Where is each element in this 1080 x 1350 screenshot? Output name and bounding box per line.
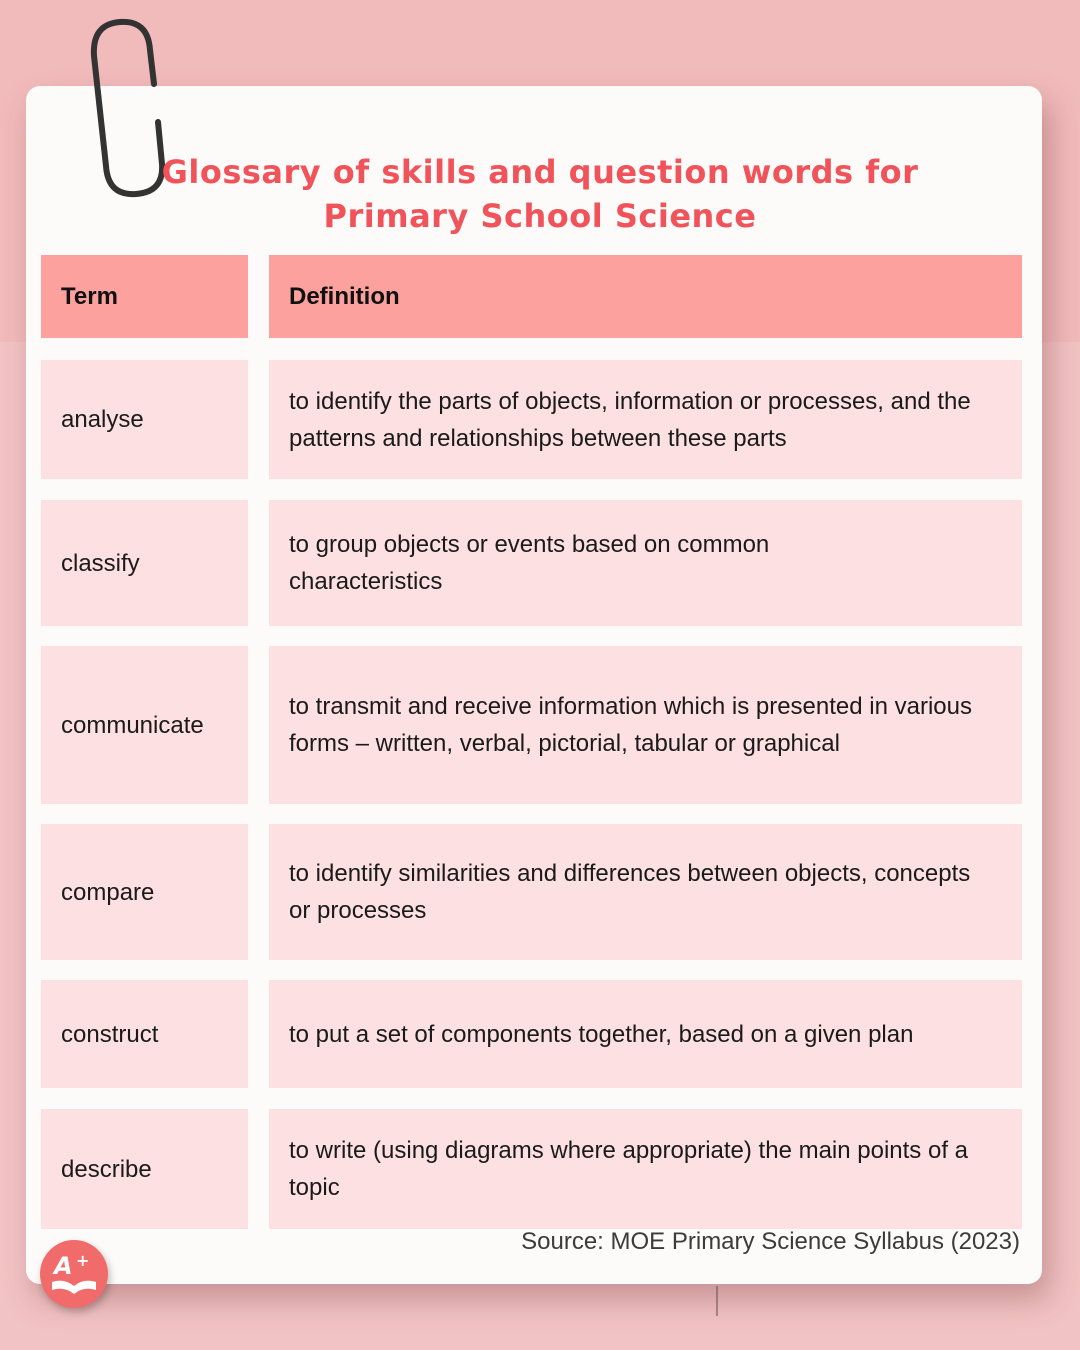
svg-text:A: A	[54, 1252, 73, 1280]
svg-text:+: +	[76, 1251, 90, 1270]
term-cell: construct	[41, 980, 248, 1088]
term-cell: describe	[41, 1109, 248, 1229]
header-term: Term	[41, 255, 248, 338]
term-cell: classify	[41, 500, 248, 626]
definition-cell: to put a set of components together, based on a given plan	[269, 980, 1022, 1088]
a-plus-book-icon	[40, 1240, 108, 1308]
definition-cell: to write (using diagrams where appropriate) the main points of a topic	[269, 1109, 1022, 1229]
title-line-2: Primary School Science	[323, 197, 757, 235]
definition-cell: to identify the parts of objects, information or processes, and the patterns and relationships between these parts	[269, 360, 1022, 479]
card-stand	[716, 1286, 718, 1316]
term-cell: compare	[41, 824, 248, 960]
term-cell: analyse	[41, 360, 248, 479]
source-citation: Source: MOE Primary Science Syllabus (2023)	[521, 1228, 1020, 1255]
header-definition: Definition	[269, 255, 1022, 338]
page-title	[100, 150, 980, 238]
definition-cell: to group objects or events based on common characteristics	[269, 500, 1022, 626]
definition-cell: to identify similarities and differences between objects, concepts or processes	[269, 824, 1022, 960]
definition-cell: to transmit and receive information which is presented in various forms – written, verbal, pictorial, tabular or graphical	[269, 646, 1022, 804]
title-line-1: Glossary of skills and question words for	[161, 153, 919, 191]
term-cell: communicate	[41, 646, 248, 804]
